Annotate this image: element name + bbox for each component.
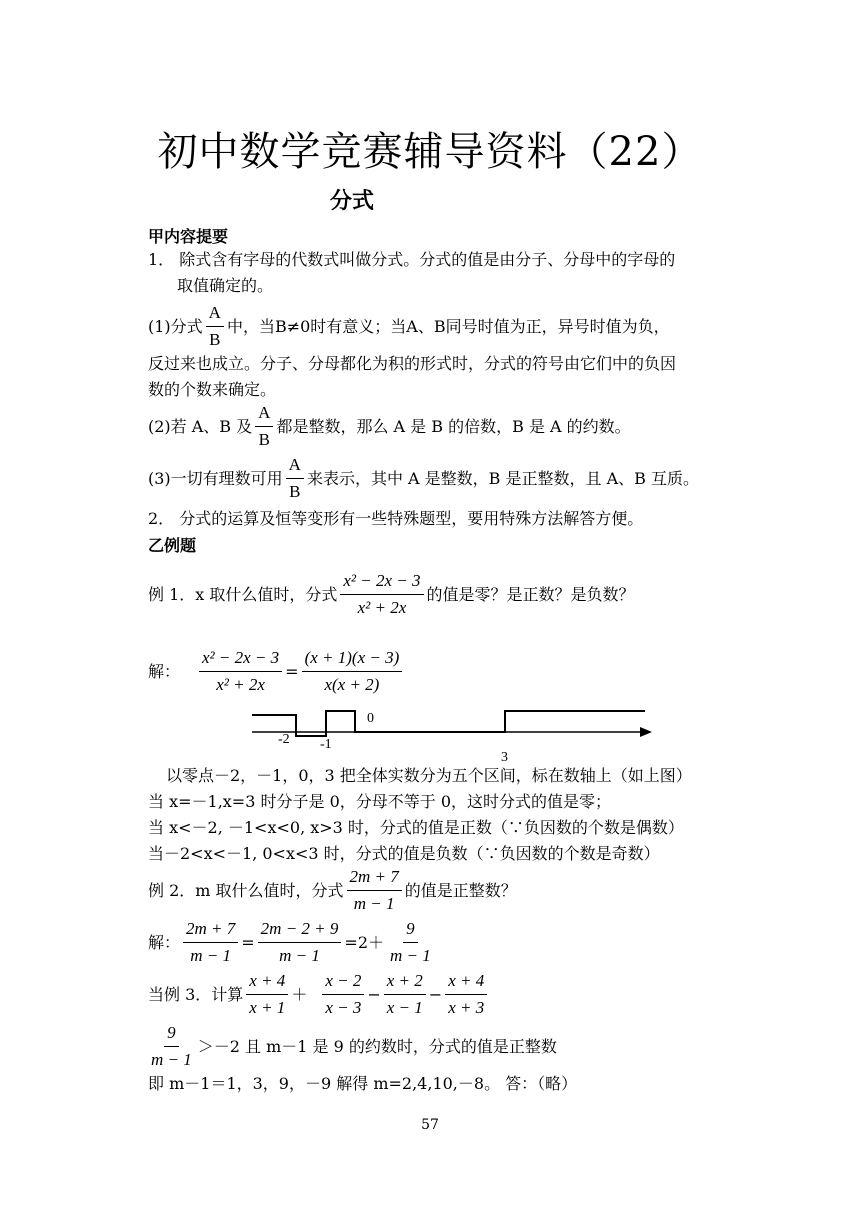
text: ＞－2 且 m－1 是 9 的约数时，分式的值是正整数 (197, 1036, 557, 1056)
text: 都是整数，那么 A 是 B 的倍数，B 是 A 的约数。 (276, 416, 631, 436)
label-minus-2: -2 (278, 732, 290, 747)
numerator: A (206, 300, 224, 327)
example-1-question (148, 568, 635, 621)
example-1-text-3: 当 x<－2, －1<x<0, x>3 时，分式的值是正数（∵负因数的个数是偶数） (148, 818, 684, 837)
equals-sign: = (241, 932, 255, 952)
page-number: 57 (421, 1117, 439, 1133)
denominator: x + 3 (448, 998, 485, 1017)
page-title: 初中数学竞赛辅导资料（22） (157, 129, 703, 175)
denominator: x(x + 2) (324, 675, 380, 694)
fraction (246, 968, 288, 1021)
denominator: B (289, 482, 301, 501)
fraction (199, 645, 282, 698)
solution-label: 解： (148, 932, 181, 952)
label-minus-1: -1 (320, 737, 332, 752)
fraction (347, 864, 402, 917)
fraction (445, 968, 487, 1021)
fraction-a-over-b (206, 300, 224, 353)
text: (2)若 A、B 及 (148, 416, 253, 436)
example-1-text-4: 当－2<x<－1, 0<x<3 时，分式的值是负数（∵负因数的个数是奇数） (148, 844, 660, 863)
minus-sign: − (428, 984, 443, 1004)
example-2-answer: 即 m－1＝1，3，9，－9 解得 m=2,4,10,－8。 答：（略） (148, 1074, 578, 1093)
point-1a-line (148, 300, 670, 353)
denominator: m − 1 (190, 946, 232, 965)
example-2-question (148, 864, 517, 917)
numerator: A (255, 400, 273, 427)
fraction (384, 968, 426, 1021)
example-3-question (148, 968, 490, 1021)
point-3-line (148, 452, 699, 505)
denominator: B (258, 430, 270, 449)
sign-chart-number-line (250, 705, 660, 765)
point-4-line: 2． 分式的运算及恒等变形有一些特殊题型，要用特殊方法解答方便。 (148, 509, 644, 528)
numerator: 2m − 2 + 9 (258, 916, 342, 943)
label-3: 3 (501, 750, 508, 765)
denominator: x − 3 (325, 998, 362, 1017)
example-2-solution (148, 916, 437, 969)
numerator: x + 4 (246, 968, 288, 995)
numerator: 9 (164, 1020, 179, 1047)
text: 当例 3．计算 (148, 984, 244, 1004)
numerator: 9 (403, 916, 418, 943)
text: 例 2．m 取什么值时，分式 (148, 880, 344, 900)
text: 中，当B≠0时有意义；当A、B同号时值为正，异号时值为负， (226, 316, 670, 336)
numerator: x + 2 (384, 968, 426, 995)
numerator: x² − 2x − 3 (199, 645, 282, 672)
fraction (340, 568, 423, 621)
denominator: B (209, 330, 221, 349)
fraction (322, 968, 364, 1021)
heading-summary: 甲内容提要 (148, 227, 229, 246)
numerator: x + 4 (445, 968, 487, 995)
denominator: m − 1 (390, 946, 431, 965)
numerator: (x + 1)(x − 3) (302, 645, 403, 672)
numerator: x − 2 (322, 968, 364, 995)
minus-sign: − (367, 984, 381, 1004)
label-0: 0 (367, 711, 374, 726)
text: 来表示，其中 A 是整数，B 是正整数，且 A、B 互质。 (306, 468, 700, 488)
example-1-text-1: 以零点－2，－1，0，3 把全体实数分为五个区间，标在数轴上（如上图） (166, 766, 692, 785)
section-title: 分式 (330, 188, 375, 214)
example-2-condition (145, 1020, 557, 1073)
denominator: x² + 2x (216, 675, 265, 694)
fraction-a-over-b (255, 400, 273, 453)
fraction-a-over-b (286, 452, 304, 505)
denominator: m − 1 (353, 894, 395, 913)
solution-label: 解： (148, 661, 181, 681)
heading-examples: 乙例题 (148, 536, 197, 555)
point-1a-line-3: 数的个数来确定。 (148, 380, 277, 399)
plus-sign: ＋ (291, 984, 308, 1004)
text: 的值是正整数？ (404, 880, 517, 900)
fraction (302, 645, 403, 698)
denominator: m − 1 (151, 1050, 192, 1069)
denominator: x + 1 (249, 998, 286, 1017)
text: (1)分式 (148, 316, 203, 336)
text: =2＋ (344, 932, 384, 952)
text: 例 1．x 取什么值时，分式 (148, 584, 338, 604)
axis-arrow (640, 727, 652, 737)
point-1-line-1: 1． 除式含有字母的代数式叫做分式。分式的值是由分子、分母中的字母的 (148, 250, 676, 269)
point-2-line (148, 400, 631, 453)
text: 的值是零？是正数？是负数？ (426, 584, 635, 604)
denominator: m − 1 (279, 946, 320, 965)
example-1-solution (148, 645, 405, 698)
numerator: 2m + 7 (183, 916, 238, 943)
equals-sign: = (285, 661, 299, 681)
point-1-line-2: 取值确定的。 (177, 276, 274, 295)
denominator: x − 1 (386, 998, 423, 1017)
point-1a-line-2: 反过来也成立。分子、分母都化为积的形式时，分式的符号由它们中的负因 (148, 354, 677, 373)
fraction (387, 916, 434, 969)
fraction (183, 916, 238, 969)
fraction (148, 1020, 195, 1073)
numerator: 2m + 7 (347, 864, 402, 891)
numerator: x² − 2x − 3 (340, 568, 423, 595)
example-1-text-2: 当 x=－1,x=3 时分子是 0，分母不等于 0，这时分式的值是零； (148, 792, 612, 811)
fraction (258, 916, 342, 969)
denominator: x² + 2x (357, 598, 407, 617)
numerator: A (286, 452, 304, 479)
text: (3)一切有理数可用 (148, 468, 283, 488)
